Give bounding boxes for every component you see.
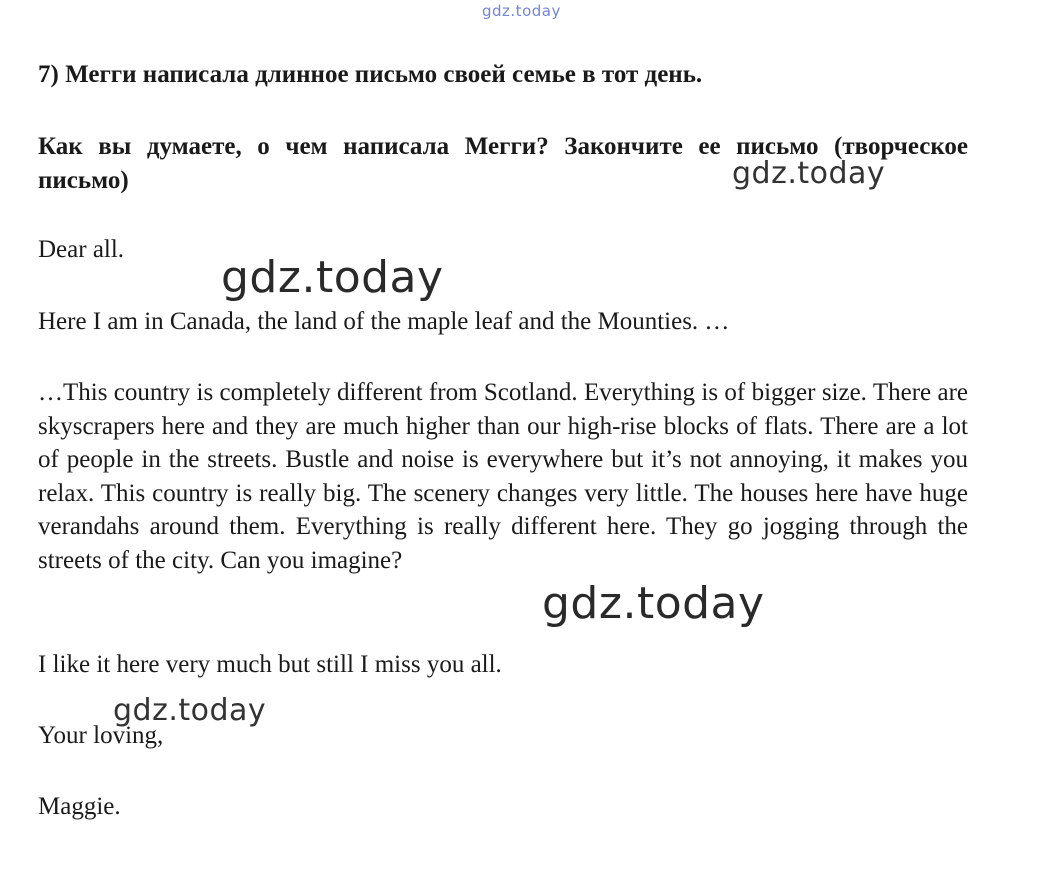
letter-sign-off: Your loving, [38, 722, 164, 749]
watermark-top: gdz.today [482, 2, 561, 20]
letter-intro: Here I am in Canada, the land of the maple leaf and the Mounties. … [38, 308, 730, 335]
letter-signature: Maggie. [38, 793, 121, 820]
task-heading: 7) Мегги написала длинное письмо своей семье в тот день. [38, 61, 703, 88]
task-question: Как вы думаете, о чем написала Мегги? Закончите ее письмо (творческое письмо) [38, 133, 968, 194]
watermark-bottom-left: gdz.today [113, 693, 267, 728]
letter-body: …This country is completely different from Scotland. Everything is of bigger size. There are skyscrapers here and they are much higher than our high-rise blocks of flats. There are a lot of people in the streets. Bustle and noise is everywhere but it’s not annoying, it makes you relax. This country is really big. The scenery changes very little. The houses here have huge verandahs around them. Everything is really different here. They go jogging through the streets of the city. Can you imagine? [38, 379, 968, 574]
watermark-mid-right: gdz.today [732, 156, 886, 191]
letter-greeting: Dear all. [38, 236, 125, 263]
watermark-upper-left: gdz.today [221, 252, 444, 303]
watermark-lower-center: gdz.today [542, 578, 765, 629]
letter-closing: I like it here very much but still I miss you all. [38, 651, 502, 678]
